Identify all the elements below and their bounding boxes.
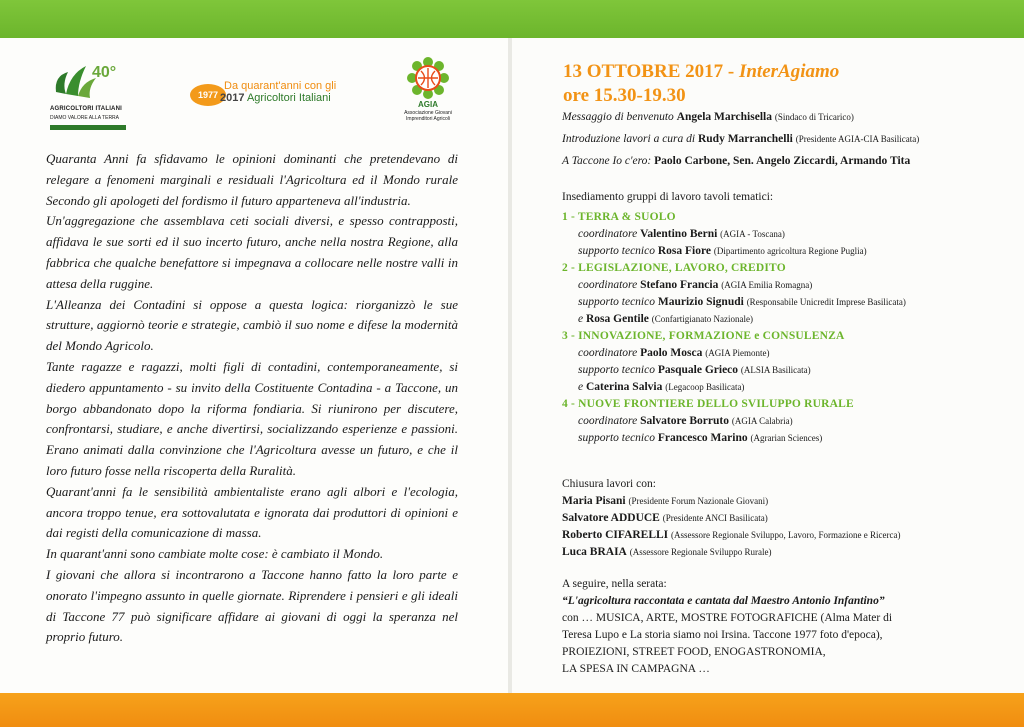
cia-logo [50, 62, 130, 132]
bottom-orange-band [0, 693, 1024, 727]
person-prefix: e [578, 381, 584, 393]
person-role: (AGIA - Toscana) [720, 229, 785, 239]
welcome-role: (Sindaco di Tricarico) [774, 112, 854, 122]
introduction-label: Introduzione lavori a cura di [562, 133, 696, 145]
group-person [562, 362, 1002, 379]
introduction-name: Rudy Marranchelli [697, 133, 793, 145]
anniversary-line1: Da quarant'anni con gli [224, 80, 337, 92]
intro-text [46, 149, 458, 648]
person-role: (Agrarian Sciences) [750, 433, 823, 443]
person-name: Luca BRAIA [562, 546, 627, 558]
anniversary-line2-text: Agricoltori Italiani [246, 92, 331, 104]
person-prefix: coordinatore [578, 415, 638, 427]
closing-person [562, 510, 1002, 527]
group-person [562, 277, 1002, 294]
person-name: Caterina Salvia [585, 381, 663, 393]
person-prefix: supporto tecnico [578, 432, 655, 444]
group-person [562, 243, 1002, 260]
person-name: Roberto CIFARELLI [562, 529, 669, 541]
person-role: (ALSIA Basilicata) [740, 365, 811, 375]
taccone-names: Paolo Carbone, Sen. Angelo Ziccardi, Armando Tita [654, 155, 911, 167]
agia-subtitle: Associazione Giovani Imprenditori Agricoli [404, 110, 452, 122]
event-heading [563, 60, 839, 108]
group-person [562, 294, 1002, 311]
group-person [562, 226, 1002, 243]
taccone-label: A Taccone Io c'ero: [562, 155, 652, 167]
person-role: (Responsabile Unicredit Imprese Basilicata) [746, 297, 906, 307]
anniversary-badge: 1977 [190, 84, 226, 106]
cia-underline [50, 125, 126, 130]
closing-person [562, 527, 1002, 544]
person-name: Paolo Mosca [640, 347, 703, 359]
evening-line: PROIEZIONI, STREET FOOD, ENOGASTRONOMIA, [562, 646, 826, 658]
cia-name: AGRICOLTORI ITALIANI [50, 106, 122, 112]
welcome-name: Angela Marchisella [676, 111, 772, 123]
opening-section [562, 109, 1002, 170]
person-prefix: coordinatore [578, 347, 638, 359]
anniversary-line2 [220, 92, 331, 104]
person-role: (Confartigianato Nazionale) [651, 314, 754, 324]
evening-line: Teresa Lupo e La storia siamo noi Irsina. Taccone 1977 foto d'epoca), [562, 629, 883, 641]
page-fold [508, 0, 512, 727]
evening-line: con … MUSICA, ARTE, MOSTRE FOTOGRAFICHE (Alma Mater di [562, 612, 893, 624]
person-role: (AGIA Piemonte) [705, 348, 770, 358]
intro-paragraph: Tante ragazze e ragazzi, molti figli di contadini, contemporaneamente, si diedero appuntamento - su invito della Costituente Contadina - a Taccone, un borgo abbandonato dopo la riforma fondiaria. Si riunirono per discutere, confrontarsi, studiare, e anche divertirsi, socializzando esperienze e passioni. Erano animati dalla convinzione che l'Agricoltura avesse un futuro, e che il loro futuro fosse nella riscoperta della Ruralità. [46, 358, 458, 478]
person-prefix: supporto tecnico [578, 364, 655, 376]
agia-name: AGIA [418, 100, 438, 109]
group-title: 1 - TERRA & SUOLO [562, 211, 676, 223]
person-prefix: coordinatore [578, 279, 638, 291]
person-name: Francesco Marino [657, 432, 748, 444]
agia-logo [396, 56, 460, 136]
introduction-line [562, 131, 1002, 148]
top-green-band [0, 0, 1024, 38]
person-name: Rosa Fiore [657, 245, 711, 257]
anniversary-logo [190, 80, 370, 120]
person-role: (Dipartimento agricoltura Regione Puglia) [713, 246, 867, 256]
person-prefix: supporto tecnico [578, 245, 655, 257]
person-role: (Assessore Regionale Sviluppo, Lavoro, Formazione e Ricerca) [671, 530, 901, 540]
person-name: Valentino Berni [640, 228, 718, 240]
evening-heading: A seguire, nella serata: [562, 578, 667, 590]
person-role: (Presidente Forum Nazionale Giovani) [628, 496, 769, 506]
event-date-line [563, 60, 839, 84]
group-person [562, 311, 1002, 328]
anniversary-year-end: 2017 [220, 92, 245, 104]
evening-section [562, 576, 1002, 678]
person-name: Stefano Francia [640, 279, 719, 291]
intro-paragraph: I giovani che allora si incontrarono a Taccone hanno fatto la loro parte e onorato l'impegno assunto in quelle giornate. Riprendere i pensieri e gli ideali di Taccone 77 può significare affidare ai giovani di oggi la speranza nel proprio futuro. [46, 566, 458, 645]
person-name: Maurizio Signudi [657, 296, 744, 308]
evening-title: “L'agricoltura raccontata e cantata dal Maestro Antonio Infantino” [562, 595, 885, 607]
event-name: InterAgiamo [738, 61, 840, 82]
agia-flower-icon [406, 56, 450, 100]
person-role: (Assessore Regionale Sviluppo Rurale) [629, 547, 772, 557]
person-role: (Legacoop Basilicata) [665, 382, 745, 392]
closing-person [562, 493, 1002, 510]
person-name: Maria Pisani [562, 495, 626, 507]
group-person [562, 413, 1002, 430]
closing-person [562, 544, 1002, 561]
welcome-line [562, 109, 1002, 126]
person-prefix: supporto tecnico [578, 296, 655, 308]
person-name: Pasquale Grieco [657, 364, 739, 376]
groups-section [562, 189, 1002, 447]
intro-paragraph: In quarant'anni sono cambiate molte cose: è cambiato il Mondo. [46, 546, 384, 562]
group-title: 4 - NUOVE FRONTIERE DELLO SVILUPPO RURALE [562, 398, 854, 410]
closing-heading: Chiusura lavori con: [562, 478, 656, 490]
welcome-label: Messaggio di benvenuto [562, 111, 674, 123]
group-person [562, 345, 1002, 362]
person-role: (AGIA Emilia Romagna) [721, 280, 813, 290]
groups-heading: Insediamento gruppi di lavoro tavoli tematici: [562, 191, 774, 203]
event-time: ore 15.30-19.30 [563, 85, 686, 106]
evening-line: LA SPESA IN CAMPAGNA … [562, 663, 710, 675]
intro-paragraph: Quarant'anni fa le sensibilità ambientaliste erano agli albori e l'ecologia, ancora troppo tenue, era sottovalutata e ignorata dai produttori di opinioni e dai registi della comunicazione di massa. [46, 483, 458, 541]
person-name: Salvatore ADDUCE [562, 512, 660, 524]
cia-tagline: DIAMO VALORE ALLA TERRA [50, 115, 120, 121]
intro-paragraph: L'Alleanza dei Contadini si oppose a questa logica: riorganizzò le sue strutture, aggiornò teorie e strategie, cambiò il suo nome e difese la modernità del Mondo Agricolo. [46, 296, 458, 354]
cia-40-label: 40° [92, 64, 117, 81]
intro-paragraph: Quaranta Anni fa sfidavamo le opinioni dominanti che pretendevano di relegare a fenomeni marginali e residuali l'Agricoltura ed il Mondo rurale Secondo gli apologeti del fordismo il futuro apparteneva all'industria. [46, 151, 458, 208]
group-person [562, 379, 1002, 396]
group-title: 3 - INNOVAZIONE, FORMAZIONE e CONSULENZA [562, 330, 845, 342]
intro-paragraph: Un'aggregazione che assemblava ceti sociali diversi, e spesso contrapposti, affidava le sue sorti ed il suo incerto futuro, anche nella nostra Regione, alla fabbrica che qualche benefattore si impegnava a collocare nelle nostre valli in attesa della ruggine. [46, 213, 458, 291]
person-prefix: e [578, 313, 584, 325]
person-role: (Presidente ANCI Basilicata) [662, 513, 768, 523]
closing-section [562, 476, 1002, 561]
person-role: (AGIA Calabria) [731, 416, 793, 426]
person-name: Rosa Gentile [585, 313, 649, 325]
event-date: 13 OTTOBRE 2017 - [563, 61, 739, 82]
introduction-role: (Presidente AGIA-CIA Basilicata) [795, 134, 920, 144]
group-title: 2 - LEGISLAZIONE, LAVORO, CREDITO [562, 262, 786, 274]
person-prefix: coordinatore [578, 228, 638, 240]
group-person [562, 430, 1002, 447]
person-name: Salvatore Borruto [640, 415, 729, 427]
taccone-line [562, 153, 1002, 170]
